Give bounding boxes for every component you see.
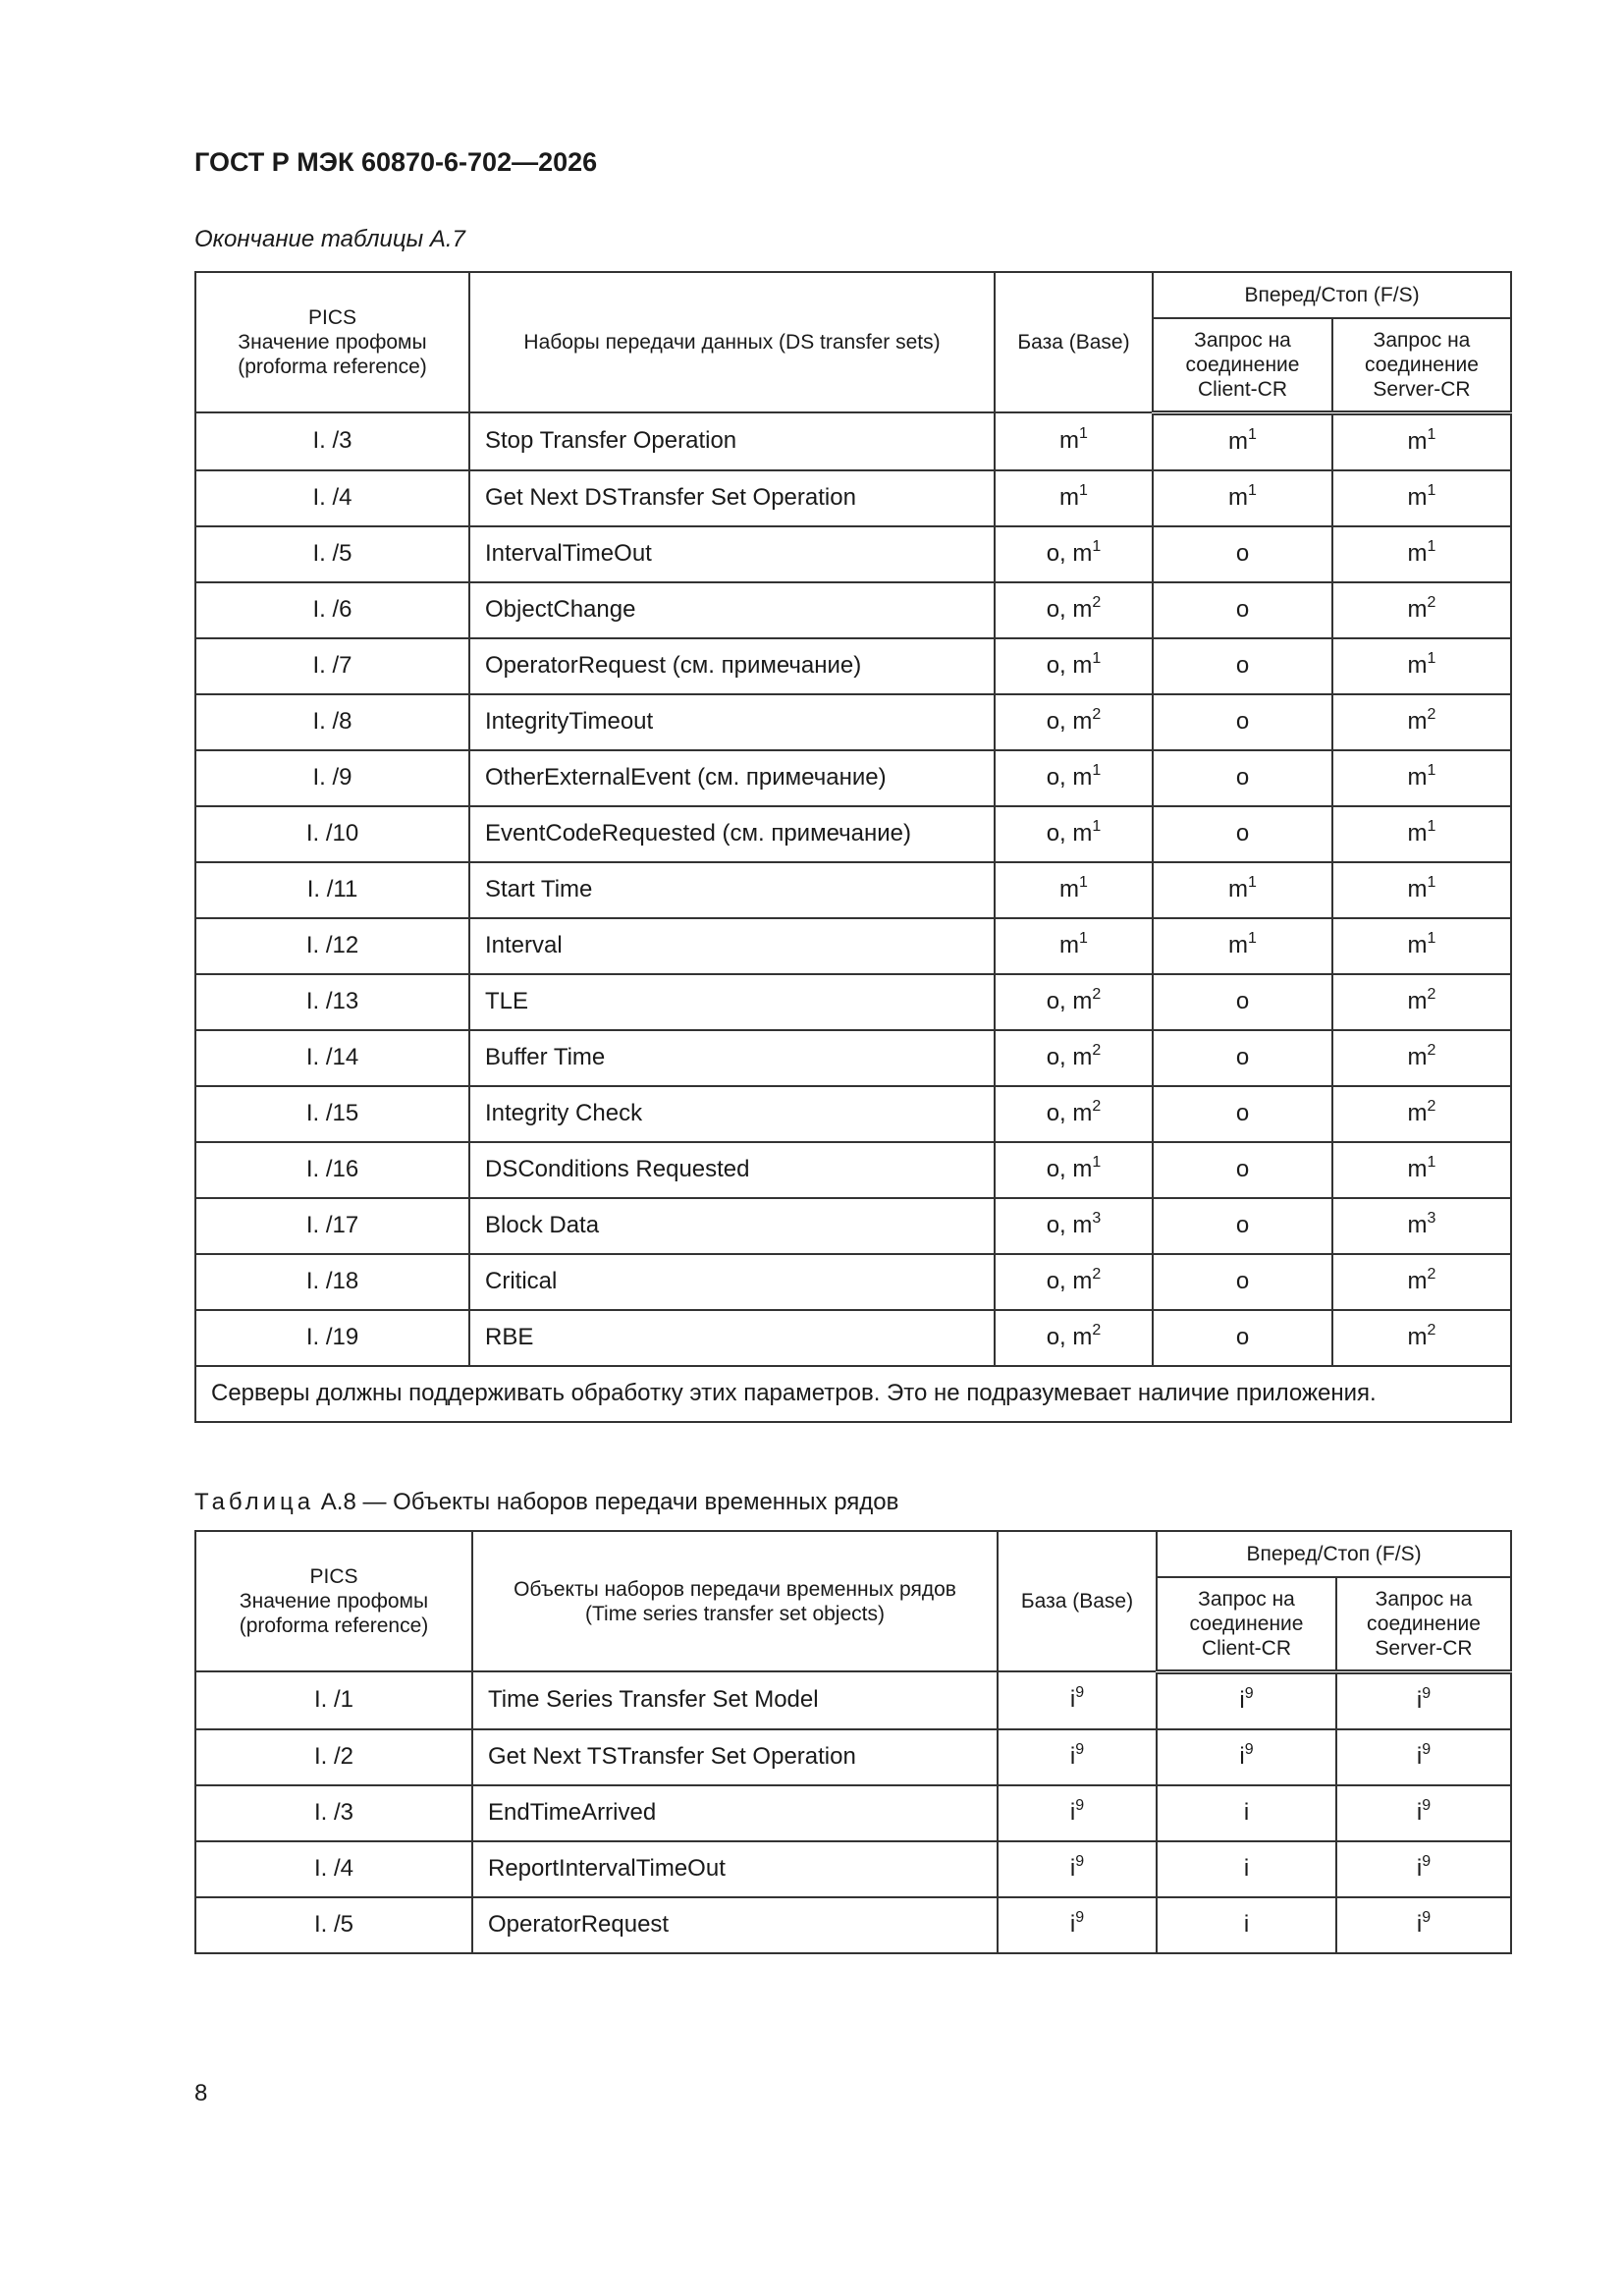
table-row <box>195 1671 1511 1729</box>
cell-ref: I. /4 <box>195 1841 472 1897</box>
cell-base-sup: 2 <box>1092 1042 1102 1059</box>
table-row <box>195 1310 1511 1366</box>
cell-base-value: o, m <box>1046 596 1093 623</box>
cell-client <box>1153 1310 1332 1366</box>
cell-client-value: o <box>1235 540 1250 567</box>
header-pics-line3: (proforma reference) <box>239 1614 429 1637</box>
cell-base-value: i <box>1069 1799 1076 1826</box>
cell-base <box>998 1841 1157 1897</box>
table-row <box>195 582 1511 638</box>
cell-server-value: m <box>1407 1324 1428 1350</box>
cell-server-value: m <box>1407 1156 1428 1182</box>
cell-server-value: i <box>1416 1911 1423 1938</box>
cell-ref: I. /5 <box>195 1897 472 1953</box>
cell-base-sup: 9 <box>1075 1684 1085 1702</box>
cell-base-value: o, m <box>1046 820 1093 847</box>
cell-name: RBE <box>469 1310 995 1366</box>
header-pics-line2: Значение профомы <box>239 1590 429 1613</box>
table-row <box>195 806 1511 862</box>
cell-server-value: m <box>1407 596 1428 623</box>
cell-base-sup: 1 <box>1079 874 1088 891</box>
cell-base-value: o, m <box>1046 988 1093 1014</box>
cell-server-value: m <box>1407 820 1428 847</box>
cell-server-sup: 1 <box>1427 762 1436 779</box>
cell-server <box>1332 1086 1511 1142</box>
cell-client-sup: 1 <box>1248 482 1257 499</box>
cell-base-sup: 1 <box>1092 1154 1102 1171</box>
cell-name: Time Series Transfer Set Model <box>472 1671 998 1729</box>
table-row <box>195 1086 1511 1142</box>
cell-server-value: m <box>1407 988 1428 1014</box>
cell-base <box>995 1086 1153 1142</box>
cell-ref: I. /9 <box>195 750 469 806</box>
cell-base-sup: 9 <box>1075 1853 1085 1870</box>
cell-server-sup: 9 <box>1422 1741 1432 1758</box>
cell-client <box>1157 1785 1336 1841</box>
table-row <box>195 1030 1511 1086</box>
table-row <box>195 1785 1511 1841</box>
table-row <box>195 1254 1511 1310</box>
cell-client <box>1153 750 1332 806</box>
cell-client <box>1153 806 1332 862</box>
cell-base <box>995 694 1153 750</box>
table-row <box>195 1729 1511 1785</box>
cell-server <box>1336 1897 1511 1953</box>
cell-client-value: m <box>1228 876 1249 902</box>
cell-client <box>1153 1254 1332 1310</box>
cell-ref: I. /6 <box>195 582 469 638</box>
cell-server <box>1332 1142 1511 1198</box>
table-row <box>195 918 1511 974</box>
cell-ref: I. /13 <box>195 974 469 1030</box>
cell-server-sup: 2 <box>1427 706 1436 723</box>
cell-server-sup: 1 <box>1427 818 1436 835</box>
cell-base-value: o, m <box>1046 1100 1093 1126</box>
cell-name: OtherExternalEvent (см. примечание) <box>469 750 995 806</box>
header-server: Запрос на соединение Server-CR <box>1332 318 1511 412</box>
cell-ref: I. /16 <box>195 1142 469 1198</box>
cell-base-sup: 1 <box>1092 650 1102 667</box>
cell-ref: I. /18 <box>195 1254 469 1310</box>
header-client: Запрос на соединение Client-CR <box>1157 1577 1336 1671</box>
cell-base-sup: 9 <box>1075 1741 1085 1758</box>
cell-client <box>1153 862 1332 918</box>
cell-base-sup: 2 <box>1092 1322 1102 1339</box>
header-base: База (Base) <box>995 272 1153 412</box>
cell-server-sup: 9 <box>1422 1853 1432 1870</box>
table-row <box>195 638 1511 694</box>
cell-server-value: m <box>1407 764 1428 791</box>
cell-server <box>1332 526 1511 582</box>
cell-base-value: o, m <box>1046 1156 1093 1182</box>
table-a8-caption-rest: А.8 — Объекты наборов передачи временных рядов <box>314 1489 899 1515</box>
cell-base <box>998 1729 1157 1785</box>
cell-client-value: o <box>1235 1268 1250 1294</box>
cell-client-value: i <box>1243 1911 1250 1938</box>
cell-client-sup: 1 <box>1248 930 1257 947</box>
cell-server <box>1332 582 1511 638</box>
cell-client <box>1157 1729 1336 1785</box>
cell-server <box>1332 470 1511 526</box>
cell-ref: I. /15 <box>195 1086 469 1142</box>
cell-client-value: o <box>1235 1324 1250 1350</box>
cell-client-value: m <box>1228 428 1249 455</box>
cell-base-value: m <box>1059 876 1080 902</box>
cell-name: Buffer Time <box>469 1030 995 1086</box>
header-fs-group: Вперед/Стоп (F/S) <box>1153 272 1511 318</box>
cell-client-value: o <box>1235 1212 1250 1238</box>
cell-server-value: m <box>1407 1212 1428 1238</box>
table-row <box>195 974 1511 1030</box>
cell-client <box>1153 694 1332 750</box>
header-name: Наборы передачи данных (DS transfer sets) <box>469 272 995 412</box>
cell-client <box>1153 1198 1332 1254</box>
cell-client-value: o <box>1235 988 1250 1014</box>
document-title: ГОСТ Р МЭК 60870-6-702—2026 <box>194 147 598 177</box>
table-row <box>195 694 1511 750</box>
cell-base <box>995 526 1153 582</box>
cell-client <box>1153 1030 1332 1086</box>
cell-server <box>1336 1785 1511 1841</box>
header-pics <box>195 272 469 412</box>
cell-server <box>1332 694 1511 750</box>
cell-ref: I. /12 <box>195 918 469 974</box>
cell-server-sup: 2 <box>1427 1042 1436 1059</box>
cell-base-value: o, m <box>1046 652 1093 679</box>
cell-ref: I. /2 <box>195 1729 472 1785</box>
cell-client <box>1153 974 1332 1030</box>
table-a7-body <box>195 412 1511 1366</box>
cell-server <box>1336 1671 1511 1729</box>
cell-server <box>1332 806 1511 862</box>
cell-name: DSConditions Requested <box>469 1142 995 1198</box>
cell-base-value: m <box>1059 932 1080 958</box>
cell-base-sup: 9 <box>1075 1909 1085 1926</box>
cell-server-sup: 2 <box>1427 1322 1436 1339</box>
cell-client <box>1153 526 1332 582</box>
cell-base <box>998 1785 1157 1841</box>
cell-server-value: m <box>1407 1044 1428 1070</box>
cell-ref: I. /7 <box>195 638 469 694</box>
cell-server-sup: 2 <box>1427 1098 1436 1115</box>
cell-base <box>995 806 1153 862</box>
cell-base <box>995 1310 1153 1366</box>
cell-server-sup: 9 <box>1422 1685 1432 1702</box>
cell-name: EndTimeArrived <box>472 1785 998 1841</box>
cell-name: ReportIntervalTimeOut <box>472 1841 998 1897</box>
cell-client-value: o <box>1235 1100 1250 1126</box>
cell-client-value: i <box>1239 1687 1245 1714</box>
cell-server-sup: 2 <box>1427 986 1436 1003</box>
cell-client <box>1153 918 1332 974</box>
cell-server-value: m <box>1407 932 1428 958</box>
cell-client-value: o <box>1235 764 1250 791</box>
cell-server <box>1336 1729 1511 1785</box>
cell-server <box>1332 1198 1511 1254</box>
table-row <box>195 412 1511 470</box>
cell-name: TLE <box>469 974 995 1030</box>
cell-base <box>995 412 1153 470</box>
cell-server-sup: 1 <box>1427 874 1436 891</box>
cell-name: OperatorRequest (см. примечание) <box>469 638 995 694</box>
cell-server <box>1332 1254 1511 1310</box>
header-name-line2: (Time series transfer set objects) <box>585 1602 885 1625</box>
cell-server-value: i <box>1416 1799 1423 1826</box>
cell-client-value: o <box>1235 1044 1250 1070</box>
cell-base-sup: 3 <box>1092 1210 1102 1227</box>
cell-server-sup: 1 <box>1427 930 1436 947</box>
cell-client-value: i <box>1243 1855 1250 1882</box>
header-name <box>472 1531 998 1671</box>
cell-client-sup: 1 <box>1248 426 1257 443</box>
cell-ref: I. /8 <box>195 694 469 750</box>
cell-client-sup: 9 <box>1244 1741 1254 1758</box>
cell-client-value: o <box>1235 1156 1250 1182</box>
cell-name: Start Time <box>469 862 995 918</box>
cell-client-sup: 1 <box>1248 874 1257 891</box>
cell-client-value: o <box>1235 708 1250 735</box>
cell-base-sup: 2 <box>1092 706 1102 723</box>
header-server: Запрос на соединение Server-CR <box>1336 1577 1511 1671</box>
cell-server-value: m <box>1407 1100 1428 1126</box>
header-fs-group: Вперед/Стоп (F/S) <box>1157 1531 1511 1577</box>
cell-client <box>1157 1671 1336 1729</box>
cell-base-sup: 2 <box>1092 594 1102 611</box>
cell-server-value: m <box>1407 708 1428 735</box>
cell-base <box>995 750 1153 806</box>
cell-base-value: o, m <box>1046 1044 1093 1070</box>
cell-client-value: m <box>1228 484 1249 511</box>
cell-server-sup: 1 <box>1427 538 1436 555</box>
header-base: База (Base) <box>998 1531 1157 1671</box>
cell-client <box>1153 412 1332 470</box>
cell-server <box>1332 1310 1511 1366</box>
header-pics-line2: Значение профомы <box>238 331 427 354</box>
cell-name: EventCodeRequested (см. примечание) <box>469 806 995 862</box>
table-a8-caption-prefix: Таблица <box>194 1489 315 1515</box>
cell-ref: I. /4 <box>195 470 469 526</box>
cell-base-value: i <box>1069 1686 1076 1714</box>
cell-server-sup: 1 <box>1427 1154 1436 1171</box>
cell-client <box>1157 1897 1336 1953</box>
cell-base-sup: 2 <box>1092 1266 1102 1283</box>
header-client: Запрос на соединение Client-CR <box>1153 318 1332 412</box>
header-name-line1: Объекты наборов передачи временных рядов <box>514 1577 956 1601</box>
cell-server-value: m <box>1407 652 1428 679</box>
cell-ref: I. /3 <box>195 412 469 470</box>
cell-base <box>995 1142 1153 1198</box>
cell-server-value: m <box>1407 428 1428 455</box>
cell-server-sup: 1 <box>1427 650 1436 667</box>
cell-client-value: o <box>1235 652 1250 679</box>
cell-server <box>1332 1030 1511 1086</box>
cell-server-value: m <box>1407 540 1428 567</box>
cell-base-value: i <box>1069 1855 1076 1882</box>
cell-client <box>1153 470 1332 526</box>
cell-base-sup: 1 <box>1079 930 1088 947</box>
cell-client-value: o <box>1235 820 1250 847</box>
cell-name: Get Next DSTransfer Set Operation <box>469 470 995 526</box>
cell-server <box>1332 412 1511 470</box>
table-row <box>195 1897 1511 1953</box>
table-row <box>195 1841 1511 1897</box>
cell-server-sup: 2 <box>1427 1266 1436 1283</box>
cell-server-value: m <box>1407 484 1428 511</box>
cell-client <box>1153 1086 1332 1142</box>
cell-name: Stop Transfer Operation <box>469 412 995 470</box>
cell-server-value: i <box>1416 1687 1423 1714</box>
cell-base-sup: 2 <box>1092 1098 1102 1115</box>
cell-base <box>995 974 1153 1030</box>
cell-base-value: o, m <box>1046 708 1093 735</box>
table-row <box>195 470 1511 526</box>
cell-ref: I. /1 <box>195 1671 472 1729</box>
cell-name: ObjectChange <box>469 582 995 638</box>
cell-name: IntegrityTimeout <box>469 694 995 750</box>
cell-base <box>995 470 1153 526</box>
cell-name: IntervalTimeOut <box>469 526 995 582</box>
table-a7 <box>194 271 1512 1423</box>
cell-ref: I. /17 <box>195 1198 469 1254</box>
cell-base-value: o, m <box>1046 1268 1093 1294</box>
cell-name: Block Data <box>469 1198 995 1254</box>
cell-base <box>995 638 1153 694</box>
cell-base-sup: 2 <box>1092 986 1102 1003</box>
cell-name: Critical <box>469 1254 995 1310</box>
cell-name: Interval <box>469 918 995 974</box>
cell-base <box>998 1897 1157 1953</box>
cell-base-sup: 1 <box>1079 425 1088 443</box>
cell-client-value: o <box>1235 596 1250 623</box>
cell-client-sup: 9 <box>1244 1685 1254 1702</box>
table-a8-body <box>195 1671 1511 1953</box>
table-a7-caption: Окончание таблицы А.7 <box>194 226 465 252</box>
cell-base-value: i <box>1069 1743 1076 1770</box>
cell-server-sup: 3 <box>1427 1210 1436 1227</box>
cell-base-value: m <box>1059 484 1080 511</box>
cell-client <box>1153 1142 1332 1198</box>
cell-server-value: m <box>1407 876 1428 902</box>
cell-server <box>1332 974 1511 1030</box>
table-row <box>195 1198 1511 1254</box>
cell-base <box>995 1198 1153 1254</box>
cell-base-sup: 1 <box>1092 818 1102 835</box>
table-row <box>195 862 1511 918</box>
page-number: 8 <box>194 2080 208 2106</box>
cell-server-sup: 9 <box>1422 1797 1432 1814</box>
header-pics-label: PICS <box>307 306 356 329</box>
cell-base <box>995 1254 1153 1310</box>
cell-server-sup: 1 <box>1427 426 1436 443</box>
cell-server-sup: 1 <box>1427 482 1436 499</box>
cell-base <box>995 862 1153 918</box>
cell-base-sup: 1 <box>1092 762 1102 779</box>
cell-name: Get Next TSTransfer Set Operation <box>472 1729 998 1785</box>
cell-ref: I. /5 <box>195 526 469 582</box>
table-row <box>195 1142 1511 1198</box>
cell-base-value: o, m <box>1046 540 1093 567</box>
cell-server-value: i <box>1416 1855 1423 1882</box>
header-pics <box>195 1531 472 1671</box>
cell-server-value: i <box>1416 1743 1423 1770</box>
cell-server <box>1332 918 1511 974</box>
cell-server-sup: 2 <box>1427 594 1436 611</box>
cell-base-value: o, m <box>1046 1324 1093 1350</box>
cell-client-value: i <box>1239 1743 1245 1770</box>
cell-server <box>1332 750 1511 806</box>
cell-client-value: i <box>1243 1799 1250 1826</box>
header-pics-line3: (proforma reference) <box>238 355 427 378</box>
table-a8-caption <box>194 1489 898 1516</box>
cell-base-sup: 1 <box>1092 538 1102 555</box>
cell-base-sup: 1 <box>1079 482 1088 499</box>
cell-ref: I. /19 <box>195 1310 469 1366</box>
cell-client-value: m <box>1228 932 1249 958</box>
cell-server-sup: 9 <box>1422 1909 1432 1926</box>
cell-name: OperatorRequest <box>472 1897 998 1953</box>
cell-base-value: m <box>1059 427 1080 455</box>
cell-base <box>995 918 1153 974</box>
cell-server <box>1332 638 1511 694</box>
cell-ref: I. /11 <box>195 862 469 918</box>
table-a8 <box>194 1530 1512 1954</box>
cell-server <box>1336 1841 1511 1897</box>
table-row <box>195 750 1511 806</box>
cell-client <box>1153 582 1332 638</box>
cell-ref: I. /14 <box>195 1030 469 1086</box>
cell-server-value: m <box>1407 1268 1428 1294</box>
cell-base-value: o, m <box>1046 764 1093 791</box>
cell-base-value: o, m <box>1046 1212 1093 1238</box>
header-pics-label: PICS <box>309 1565 358 1588</box>
cell-base-value: i <box>1069 1911 1076 1938</box>
cell-base-sup: 9 <box>1075 1797 1085 1814</box>
cell-client <box>1157 1841 1336 1897</box>
cell-name: Integrity Check <box>469 1086 995 1142</box>
cell-base <box>998 1671 1157 1729</box>
table-a7-note: Серверы должны поддерживать обработку этих параметров. Это не подразумевает наличие приложения. <box>195 1366 1511 1422</box>
table-row <box>195 526 1511 582</box>
cell-base <box>995 1030 1153 1086</box>
cell-ref: I. /3 <box>195 1785 472 1841</box>
cell-ref: I. /10 <box>195 806 469 862</box>
cell-base <box>995 582 1153 638</box>
cell-client <box>1153 638 1332 694</box>
cell-server <box>1332 862 1511 918</box>
